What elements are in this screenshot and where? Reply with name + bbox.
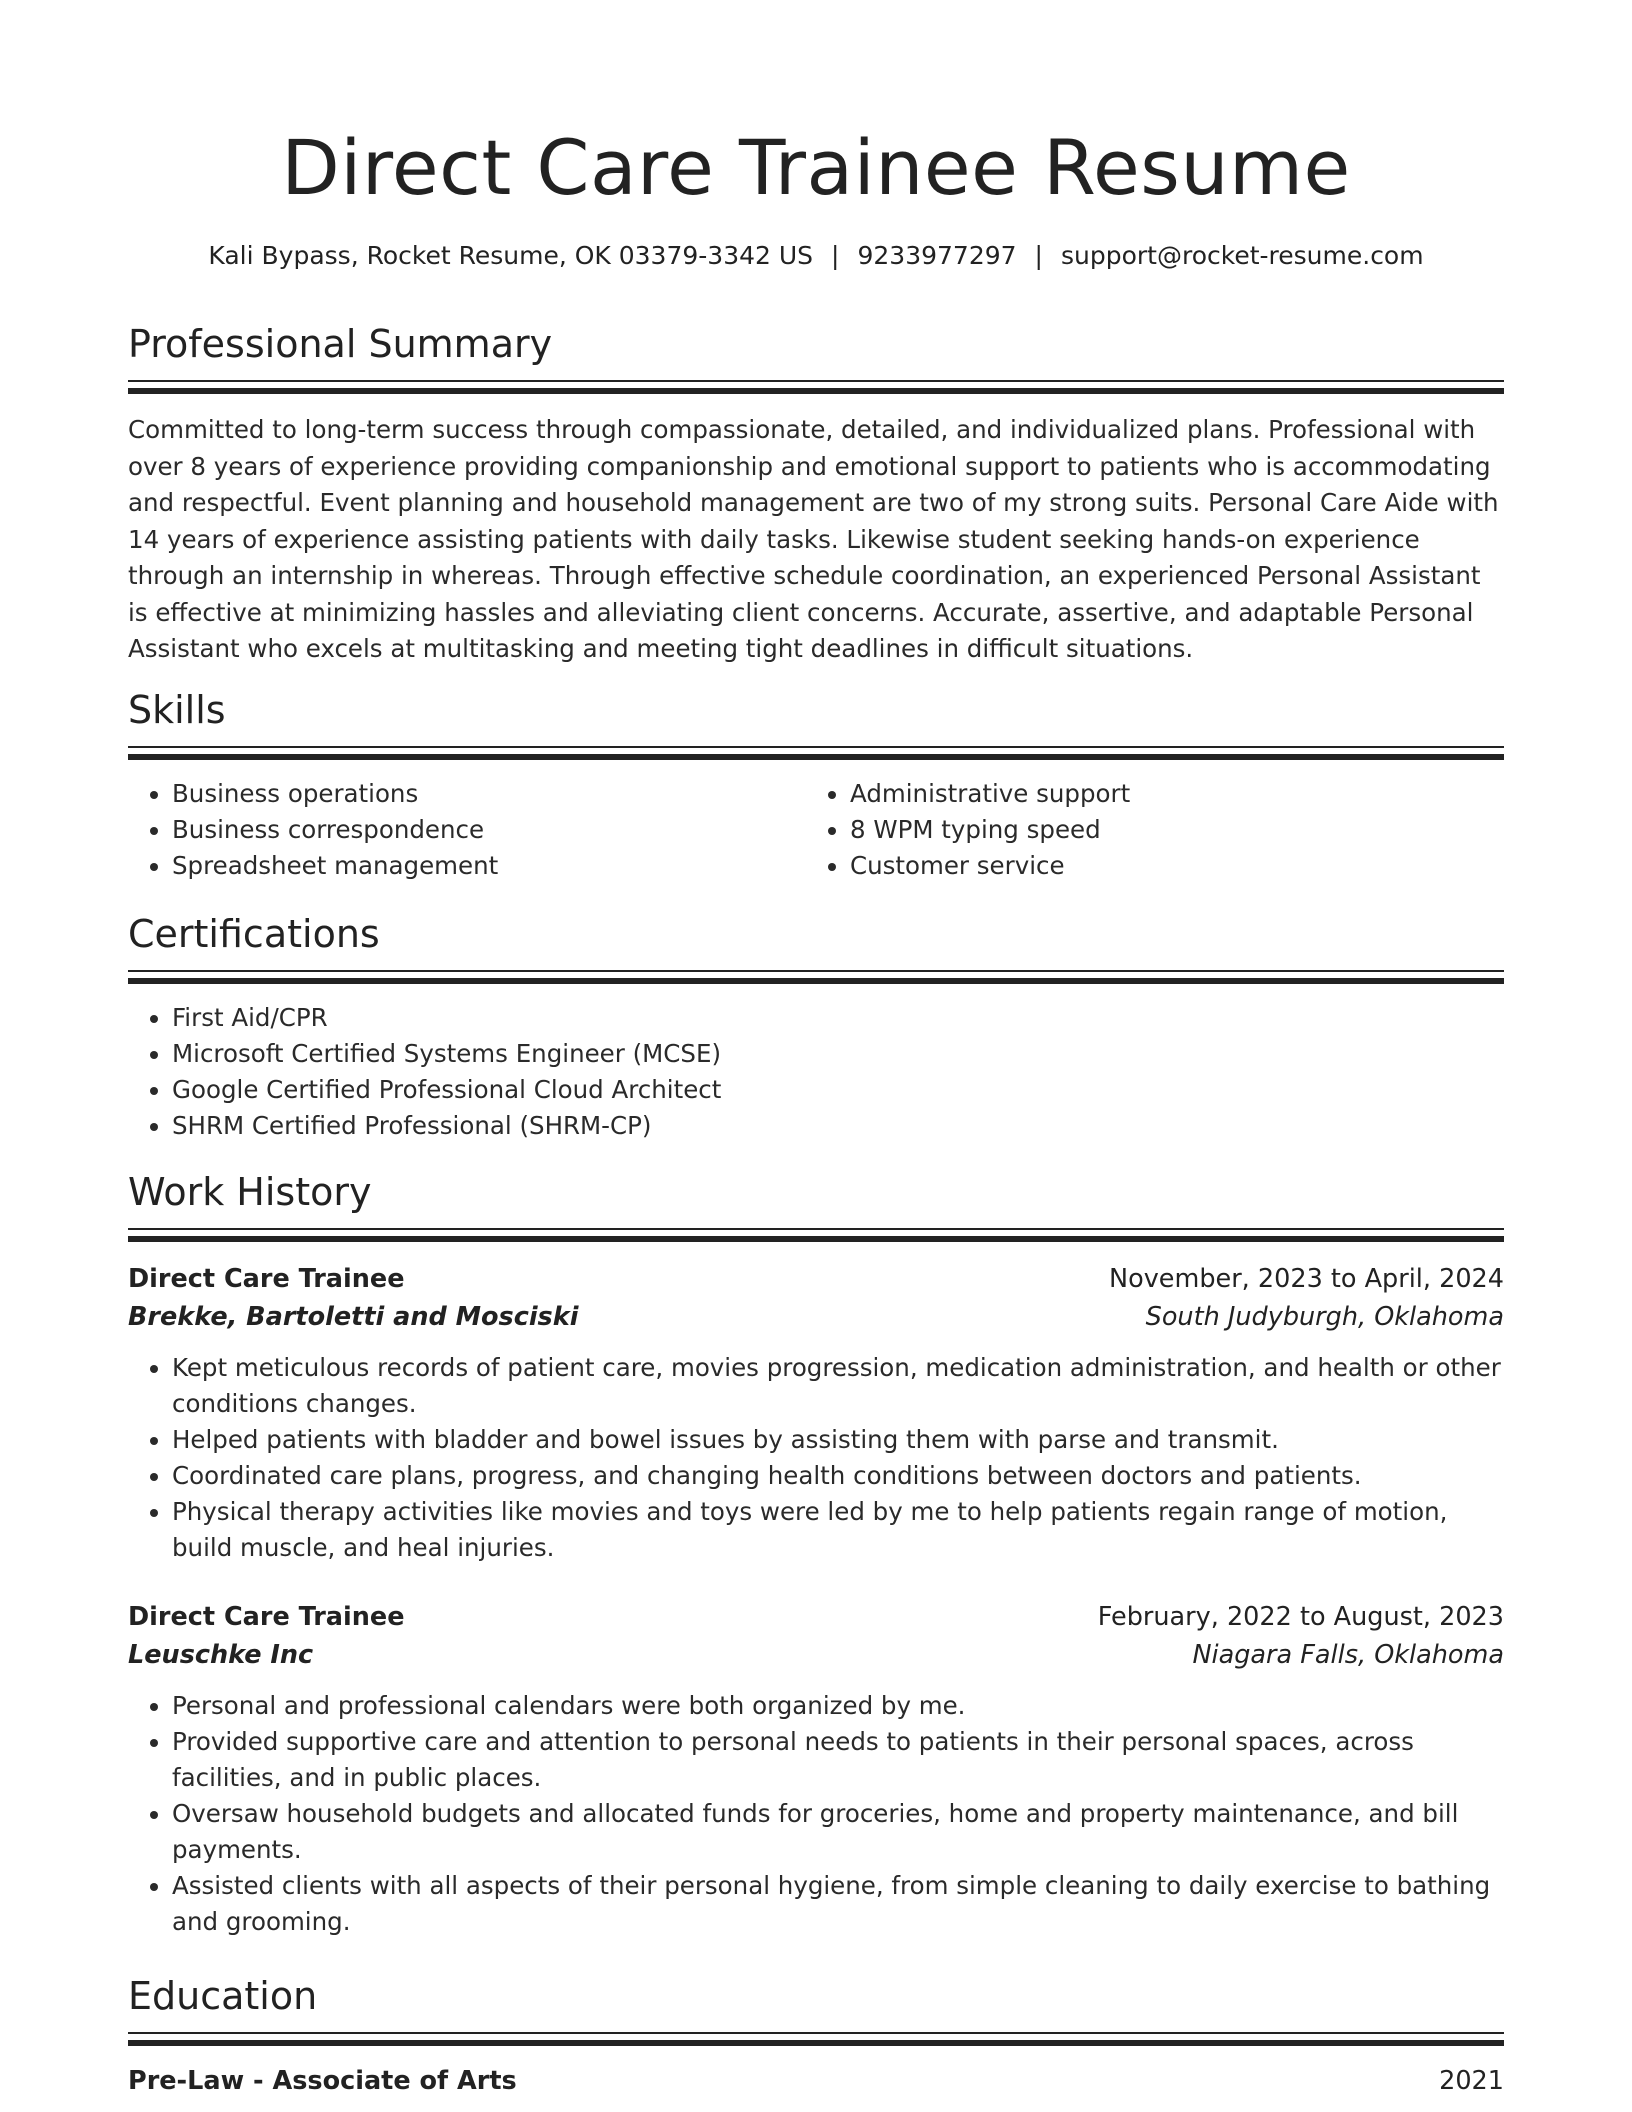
job-entry <box>128 1598 1504 1940</box>
job-location: Niagara Falls, Oklahoma <box>1192 1640 1504 1670</box>
job-dates: February, 2022 to August, 2023 <box>1097 1602 1504 1632</box>
skills-heading: Skills <box>128 688 226 732</box>
skills-list-right <box>806 776 1484 884</box>
job-duty: • Assisted clients with all aspects of their personal hygiene, from simple cleaning to daily exercise to bathing and grooming. <box>172 1868 1504 1940</box>
skills-section <box>128 684 1504 884</box>
certification-item: • Google Certified Professional Cloud Architect <box>172 1072 1504 1108</box>
section-divider <box>128 2032 1504 2048</box>
skill-item: • 8 WPM typing speed <box>850 812 1484 848</box>
education-entry <box>128 2062 1504 2100</box>
job-company: Brekke, Bartoletti and Mosciski <box>128 1302 579 1332</box>
certifications-heading: Certifications <box>128 912 380 956</box>
job-header <box>128 1598 1504 1636</box>
education-degree: Pre-Law - Associate of Arts <box>128 2066 517 2096</box>
section-divider <box>128 970 1504 986</box>
resume-title: Direct Care Trainee Resume <box>281 123 1351 212</box>
job-duty: • Helped patients with bladder and bowel issues by assisting them with parse and transmit. <box>172 1422 1504 1458</box>
skill-item: • Administrative support <box>850 776 1484 812</box>
certification-item: • First Aid/CPR <box>172 1000 1504 1036</box>
contact-address: Kali Bypass, Rocket Resume, OK 03379-3342 US <box>208 241 814 270</box>
education-year: 2021 <box>1439 2066 1504 2096</box>
job-company: Leuschke Inc <box>128 1640 314 1670</box>
education-section <box>128 1970 1504 2100</box>
section-divider <box>128 746 1504 762</box>
certification-item: • Microsoft Certified Systems Engineer (MCSE) <box>172 1036 1504 1072</box>
skill-item: • Customer service <box>850 848 1484 884</box>
skill-item: • Spreadsheet management <box>172 848 806 884</box>
section-divider <box>128 1228 1504 1244</box>
section-divider <box>128 380 1504 396</box>
skills-list-left <box>128 776 806 884</box>
education-heading: Education <box>128 1974 318 2018</box>
work-history-heading: Work History <box>128 1170 372 1214</box>
job-duty: • Kept meticulous records of patient care, movies progression, medication administration, and health or other conditions changes. <box>172 1350 1504 1422</box>
job-duty: • Personal and professional calendars were both organized by me. <box>172 1688 1504 1724</box>
contact-email: support@rocket-resume.com <box>1060 241 1424 270</box>
job-subheader <box>128 1298 1504 1336</box>
job-duties <box>128 1350 1504 1566</box>
job-header <box>128 1260 1504 1298</box>
job-duties <box>128 1688 1504 1940</box>
summary-heading: Professional Summary <box>128 322 553 366</box>
skill-item: • Business operations <box>172 776 806 812</box>
contact-separator: | <box>1034 241 1043 270</box>
summary-text: Committed to long-term success through compassionate, detailed, and individualized plans. Professional with over 8 years of experience providing companionship and emotional support to patients who is accommodating and respectful. Event planning and household management are two of my strong suits. Personal Care Aide with 14 years of experience assisting patients with daily tasks. Likewise student seeking hands-on experience through an internship in whereas. Through effective schedule coordination, an experienced Personal Assistant is effective at minimizing hassles and alleviating client concerns. Accurate, assertive, and adaptable Personal Assistant who excels at multitasking and meeting tight deadlines in difficult situations. <box>128 415 1499 663</box>
job-location: South Judyburgh, Oklahoma <box>1145 1302 1504 1332</box>
skill-item: • Business correspondence <box>172 812 806 848</box>
job-subheader <box>128 1636 1504 1674</box>
job-entry <box>128 1260 1504 1566</box>
job-duty: • Oversaw household budgets and allocated funds for groceries, home and property maintenance, and bill payments. <box>172 1796 1504 1868</box>
contact-separator: | <box>831 241 840 270</box>
contact-line <box>128 236 1504 276</box>
job-duty: • Physical therapy activities like movies and toys were led by me to help patients regain range of motion, build muscle, and heal injuries. <box>172 1494 1504 1566</box>
work-history-section <box>128 1166 1504 1940</box>
contact-phone: 9233977297 <box>857 241 1017 270</box>
job-dates: November, 2023 to April, 2024 <box>1109 1264 1504 1294</box>
job-title: Direct Care Trainee <box>128 1264 405 1294</box>
skills-grid <box>128 776 1504 884</box>
job-title: Direct Care Trainee <box>128 1602 405 1632</box>
job-duty: • Provided supportive care and attention to personal needs to patients in their personal spaces, across facilities, and in public places. <box>172 1724 1504 1796</box>
certifications-section <box>128 908 1504 1144</box>
summary-section <box>128 318 1504 668</box>
certification-item: • SHRM Certified Professional (SHRM-CP) <box>172 1108 1504 1144</box>
certifications-list <box>128 1000 1504 1144</box>
job-duty: • Coordinated care plans, progress, and changing health conditions between doctors and patients. <box>172 1458 1504 1494</box>
